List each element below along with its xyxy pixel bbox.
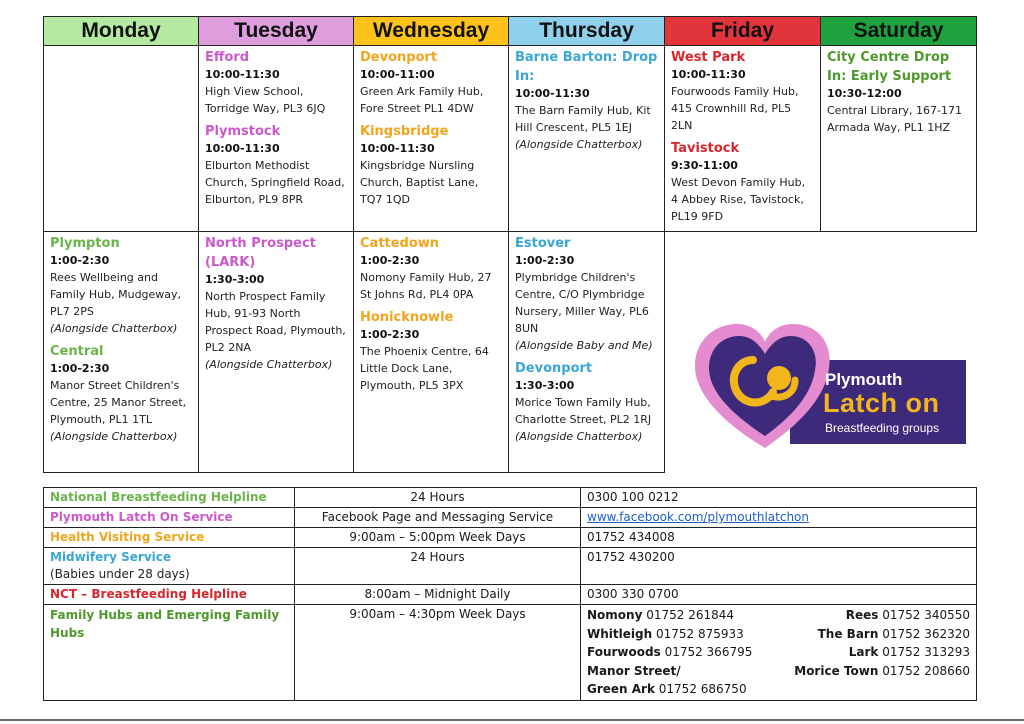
session-address: Kingsbridge Nursling Church, Baptist Lane, TQ7 1QD bbox=[360, 159, 479, 206]
thursday-morning-cell bbox=[509, 46, 665, 232]
session-location: Kingsbridge bbox=[360, 124, 449, 139]
session-time: 10:00-11:30 bbox=[515, 87, 590, 100]
session-block bbox=[205, 48, 347, 117]
session-location: Cattedown bbox=[360, 236, 440, 251]
service-hours: Facebook Page and Messaging Service bbox=[295, 508, 581, 528]
session-address: Elburton Methodist Church, Springfield Road, Elburton, PL9 8PR bbox=[205, 159, 345, 206]
session-time: 1:00-2:30 bbox=[360, 328, 420, 341]
session-time: 10:00-11:30 bbox=[205, 68, 280, 81]
session-time: 1:00-2:30 bbox=[360, 254, 420, 267]
plymouth-latch-on-logo bbox=[695, 320, 970, 455]
session-time: 1:30-3:00 bbox=[515, 379, 575, 392]
thursday-afternoon-cell bbox=[509, 232, 665, 473]
session-time: 1:30-3:00 bbox=[205, 273, 265, 286]
day-header-saturday: Saturday bbox=[821, 17, 977, 46]
session-block bbox=[515, 359, 658, 445]
service-name: National Breastfeeding Helpline bbox=[44, 488, 295, 508]
session-location: Efford bbox=[205, 50, 250, 65]
service-contact: 0300 100 0212 bbox=[581, 488, 977, 508]
hub-contact: The Barn 01752 362320 bbox=[817, 626, 970, 641]
session-address: Green Ark Family Hub, Fore Street PL1 4DW bbox=[360, 85, 484, 115]
session-note: (Alongside Chatterbox) bbox=[205, 358, 333, 371]
session-location: Honicknowle bbox=[360, 310, 454, 325]
morning-row bbox=[44, 46, 977, 232]
session-time: 10:00-11:30 bbox=[671, 68, 746, 81]
tuesday-morning-cell bbox=[199, 46, 354, 232]
logo-plymouth-text: Plymouth bbox=[825, 370, 903, 389]
service-contact: 01752 430200 bbox=[581, 548, 977, 585]
session-time: 10:00-11:00 bbox=[360, 68, 435, 81]
session-address: The Phoenix Centre, 64 Little Dock Lane, Plymouth, PL5 3PX bbox=[360, 345, 489, 392]
hub-contacts-cell bbox=[581, 605, 977, 701]
session-note: (Alongside Baby and Me) bbox=[515, 339, 653, 352]
service-hours: 9:00am – 5:00pm Week Days bbox=[295, 528, 581, 548]
hub-contact: Fourwoods 01752 366795 bbox=[587, 645, 753, 659]
session-address: High View School, Torridge Way, PL3 6JQ bbox=[205, 85, 326, 115]
service-name: Plymouth Latch On Service bbox=[44, 508, 295, 528]
day-header-thursday: Thursday bbox=[509, 17, 665, 46]
session-time: 1:00-2:30 bbox=[515, 254, 575, 267]
session-location: Plymstock bbox=[205, 124, 281, 139]
hub-contact: Lark 01752 313293 bbox=[848, 645, 970, 659]
hub-contacts-grid bbox=[587, 606, 970, 699]
page-bottom-rule bbox=[0, 719, 1024, 721]
session-address: Rees Wellbeing and Family Hub, Mudgeway, PL7 2PS bbox=[50, 271, 182, 318]
session-time: 9:30-11:00 bbox=[671, 159, 738, 172]
service-contact bbox=[581, 508, 977, 528]
monday-afternoon-cell bbox=[44, 232, 199, 473]
session-location: Barne Barton: Drop In: bbox=[515, 50, 658, 84]
hub-contact: Morice Town 01752 208660 bbox=[794, 663, 970, 678]
facebook-link[interactable]: www.facebook.com/plymouthlatchon bbox=[587, 510, 809, 524]
session-time: 10:30-12:00 bbox=[827, 87, 902, 100]
session-address: Plymbridge Children's Centre, C/O Plymbridge Nursery, Miller Way, PL6 8UN bbox=[515, 271, 649, 335]
wednesday-morning-cell bbox=[354, 46, 509, 232]
session-time: 1:00-2:30 bbox=[50, 254, 110, 267]
monday-morning-cell bbox=[44, 46, 199, 232]
service-name: Family Hubs and Emerging Family Hubs bbox=[44, 605, 295, 701]
session-block bbox=[50, 234, 192, 337]
service-name: Health Visiting Service bbox=[44, 528, 295, 548]
service-name-text: Midwifery Service bbox=[50, 550, 172, 564]
wednesday-afternoon-cell bbox=[354, 232, 509, 473]
session-block bbox=[50, 342, 192, 445]
contacts-table bbox=[43, 487, 977, 701]
hub-contact: Rees 01752 340550 bbox=[845, 608, 970, 622]
service-hours: 24 Hours bbox=[295, 548, 581, 585]
day-header-monday: Monday bbox=[44, 17, 199, 46]
session-location: City Centre Drop In: Early Support bbox=[827, 50, 952, 84]
session-block bbox=[515, 234, 658, 354]
tuesday-afternoon-cell bbox=[199, 232, 354, 473]
session-block bbox=[671, 139, 814, 225]
service-row bbox=[44, 528, 977, 548]
session-time: 1:00-2:30 bbox=[50, 362, 110, 375]
session-address: Nomony Family Hub, 27 St Johns Rd, PL4 0PA bbox=[360, 271, 492, 301]
logo-latch-on-text: Latch on bbox=[823, 388, 940, 418]
session-block bbox=[827, 48, 970, 136]
session-location: West Park bbox=[671, 50, 746, 65]
session-address: Manor Street Children's Centre, 25 Manor Street, Plymouth, PL1 1TL bbox=[50, 379, 187, 426]
day-header-friday: Friday bbox=[665, 17, 821, 46]
session-location: Plympton bbox=[50, 236, 120, 251]
service-row bbox=[44, 605, 977, 701]
session-location: Devonport bbox=[515, 361, 593, 376]
service-row bbox=[44, 508, 977, 528]
session-block bbox=[515, 48, 658, 153]
session-block bbox=[360, 122, 502, 208]
service-row bbox=[44, 585, 977, 605]
session-address: Fourwoods Family Hub, 415 Crownhill Rd, PL5 2LN bbox=[671, 85, 799, 132]
session-note: (Alongside Chatterbox) bbox=[515, 430, 643, 443]
session-location: Central bbox=[50, 344, 104, 359]
session-block bbox=[205, 122, 347, 208]
session-location: North Prospect (LARK) bbox=[205, 236, 316, 270]
service-name bbox=[44, 548, 295, 585]
day-header-wednesday: Wednesday bbox=[354, 17, 509, 46]
hub-contact: Whitleigh 01752 875933 bbox=[587, 626, 744, 641]
session-note: (Alongside Chatterbox) bbox=[50, 322, 178, 335]
session-location: Devonport bbox=[360, 50, 438, 65]
service-row bbox=[44, 548, 977, 585]
session-time: 10:00-11:30 bbox=[205, 142, 280, 155]
logo-subtitle-text: Breastfeeding groups bbox=[825, 421, 940, 435]
hub-contact: Nomony 01752 261844 bbox=[587, 608, 735, 622]
service-contact: 01752 434008 bbox=[581, 528, 977, 548]
session-address: Morice Town Family Hub, Charlotte Street, PL2 1RJ bbox=[515, 396, 652, 426]
session-address: The Barn Family Hub, Kit Hill Crescent, PL5 1EJ bbox=[515, 104, 651, 134]
session-block bbox=[360, 234, 502, 303]
session-address: North Prospect Family Hub, 91-93 North Prospect Road, Plymouth, PL2 2NA bbox=[205, 290, 346, 354]
session-address: West Devon Family Hub, 4 Abbey Rise, Tavistock, PL19 9FD bbox=[671, 176, 806, 223]
session-note: (Alongside Chatterbox) bbox=[515, 138, 643, 151]
service-subtext: (Babies under 28 days) bbox=[50, 567, 190, 581]
session-location: Tavistock bbox=[671, 141, 740, 156]
session-block bbox=[205, 234, 347, 373]
hub-contact: Green Ark 01752 686750 bbox=[587, 682, 747, 696]
friday-morning-cell bbox=[665, 46, 821, 232]
session-time: 10:00-11:30 bbox=[360, 142, 435, 155]
session-block bbox=[360, 308, 502, 394]
session-block bbox=[671, 48, 814, 134]
day-header-tuesday: Tuesday bbox=[199, 17, 354, 46]
day-header-row bbox=[44, 17, 977, 46]
service-row bbox=[44, 488, 977, 508]
saturday-morning-cell bbox=[821, 46, 977, 232]
session-address: Central Library, 167-171 Armada Way, PL1 1HZ bbox=[827, 104, 962, 134]
hub-contact: Manor Street/ bbox=[587, 663, 681, 678]
session-note: (Alongside Chatterbox) bbox=[50, 430, 178, 443]
service-hours: 24 Hours bbox=[295, 488, 581, 508]
service-contact: 0300 330 0700 bbox=[581, 585, 977, 605]
session-block bbox=[360, 48, 502, 117]
service-name: NCT – Breastfeeding Helpline bbox=[44, 585, 295, 605]
session-location: Estover bbox=[515, 236, 571, 251]
service-hours: 8:00am – Midnight Daily bbox=[295, 585, 581, 605]
service-hours: 9:00am – 4:30pm Week Days bbox=[295, 605, 581, 701]
